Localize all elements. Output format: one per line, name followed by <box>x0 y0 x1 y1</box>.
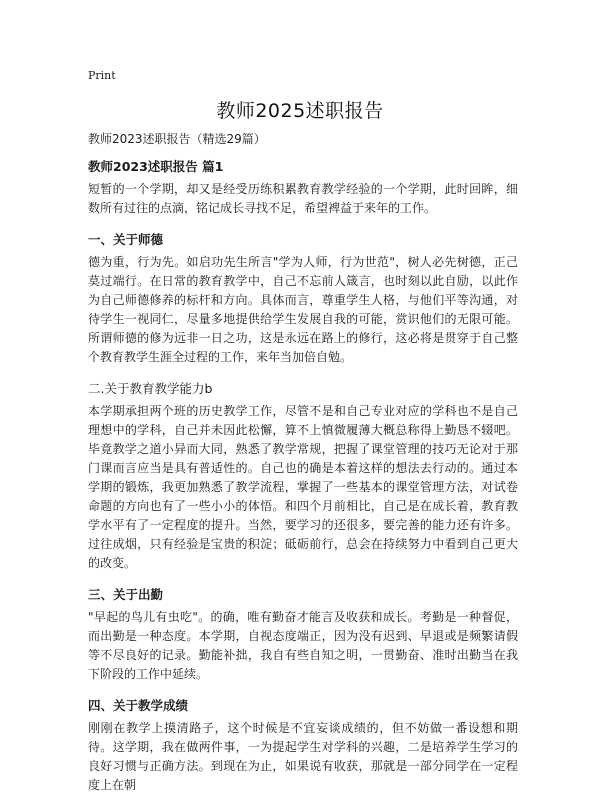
section-body-results: 刚刚在教学上摸清路子，这个时候是不宜妄谈成绩的，但不妨做一番设想和期待。这学期，我在做两件事，一为提起学生对学科的兴趣，二是培养学生学习的良好习惯与正确方法。到现在为止，如果说有收获，那就是一部分同学在一定程度上在朝 <box>88 721 518 792</box>
section-body-attendance: "早起的鸟儿有虫吃"。的确，唯有勤奋才能言及收获和成长。考勤是一种督促，而出勤是一种态度。本学期，自视态度端正，因为没有迟到、早退或是频繁请假等不尽良好的记录。勤能补拙，我自有些自知之明，一贯勤奋、准时出勤当在我下阶段的工作中延续。 <box>88 610 518 681</box>
print-link[interactable]: Print <box>88 69 116 82</box>
section-body-ethics: 德为重，行为先。如启功先生所言"学为人师，行为世范"，树人必先树德，正己莫过端行。在日常的教育教学中，自己不忘前人箴言，也时刻以此自励，以此作为自己师德修养的标杆和方向。具体而言，尊重学生人格，与他们平等沟通，对待学生一视同仁，尽量多地提供给学生发展自我的可能，赏识他们的无限可能。所谓师德的修为远非一日之功，这是永远在路上的修行，这必将是贯穿于自己整个教育教学生涯全过程的工作，来年当加倍自勉。 <box>88 255 518 364</box>
section-heading-ethics: 一、关于师德 <box>88 232 164 247</box>
section-heading-results: 四、关于教学成绩 <box>88 698 189 713</box>
document-subtitle: 教师2023述职报告（精选29篇） <box>88 132 266 146</box>
intro-paragraph: 短暂的一个学期，却又是经受历练积累教育教学经验的一个学期，此时回眸，细数所有过往的点滴，铭记成长寻找不足，希望裨益于来年的工作。 <box>88 182 518 215</box>
article-content <box>88 130 518 795</box>
section-heading-attendance: 三、关于出勤 <box>88 587 164 602</box>
page-title: 教师2025述职报告 <box>216 100 384 122</box>
section-body-teaching-ability: 本学期承担两个班的历史教学工作，尽管不是和自己专业对应的学科也不是自己理想中的学科，自己并未因此松懈，算不上慎微履薄大概总称得上勤恳不辍吧。毕竟教学之道小异而大同，熟悉了教学常规，把握了课堂管理的技巧无论对于那门课而言应当是具有普适性的。自己也的确是本着这样的想法去行动的。通过本学期的锻炼，我更加熟悉了教学流程，掌握了一些基本的课堂管理方法，对试卷命题的方向也有了一些小小的体悟。和四个月前相比，自己是在成长着，教育教学水平有了一定程度的提升。当然，要学习的还很多，要完善的能力还有许多。过往成烟，只有经验是宝贵的积淀；砥砺前行，总会在持续努力中看到自己更大的改变。 <box>88 404 518 570</box>
section-heading-teaching-ability: 二.关于教育教学能力b <box>88 381 213 396</box>
article-title: 教师2023述职报告 篇1 <box>88 159 224 174</box>
